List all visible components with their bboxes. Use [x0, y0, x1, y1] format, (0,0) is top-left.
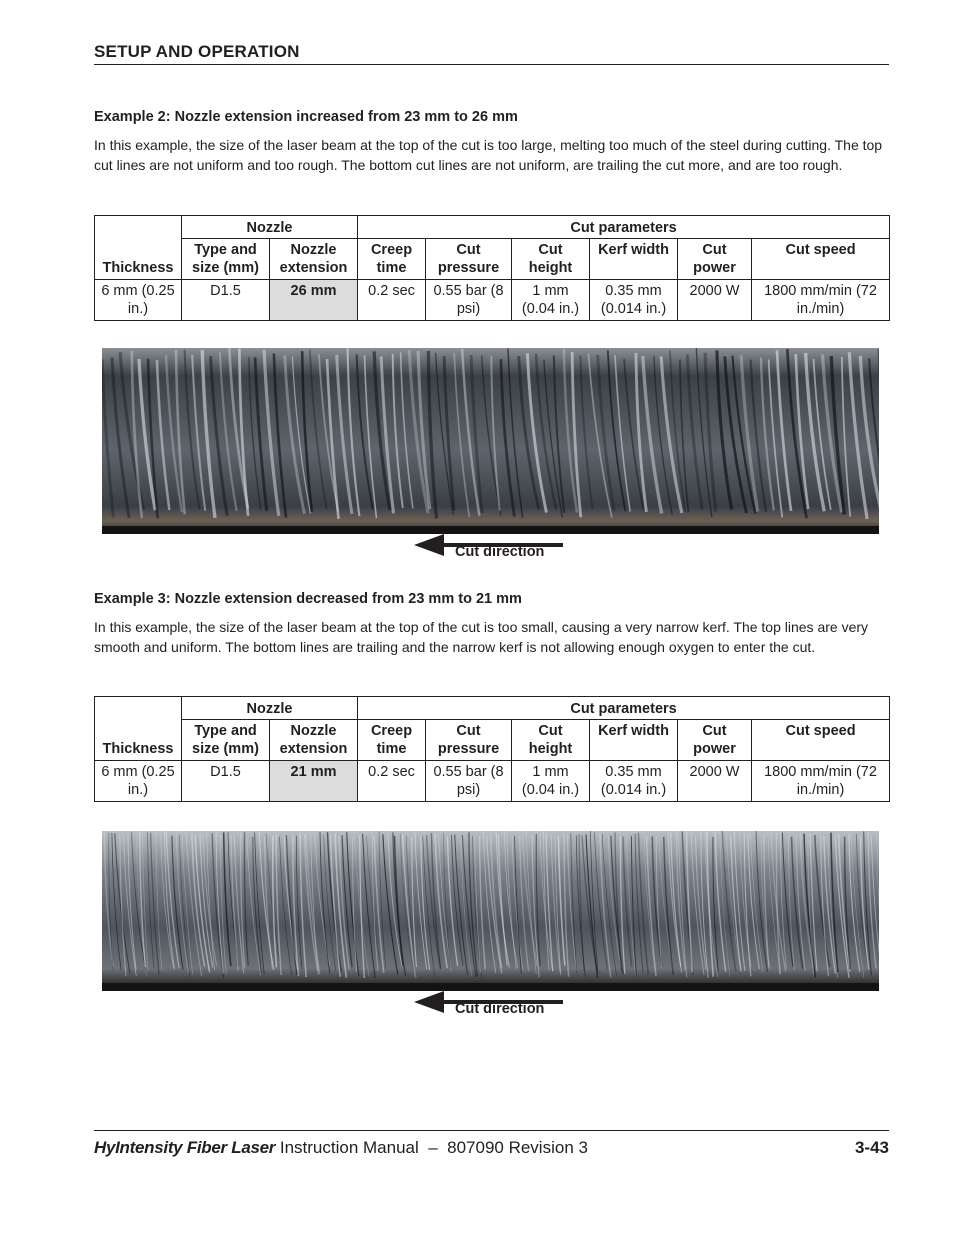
nozzle-extension-cell: 21 mm: [270, 761, 358, 802]
document-number: 807090 Revision 3: [447, 1138, 588, 1157]
cut-speed-header: Cut speed: [752, 720, 890, 761]
example-3-title: Example 3: Nozzle extension decreased from 23 mm to 21 mm: [94, 591, 522, 607]
manual-label: Instruction Manual: [279, 1138, 419, 1157]
cut-power-cell: 2000 W: [678, 280, 752, 321]
thickness-header: Thickness: [95, 216, 182, 280]
page-footer: [94, 1130, 889, 1158]
cut-pressure-cell: 0.55 bar (8 psi): [426, 761, 512, 802]
creep-time-header: Creep time: [358, 239, 426, 280]
cut-pressure-header: Cut pressure: [426, 239, 512, 280]
cut-parameters-group-header: Cut parameters: [358, 697, 890, 720]
footer-separator: –: [428, 1138, 438, 1157]
page-number: 3-43: [854, 1138, 889, 1157]
creep-time-cell: 0.2 sec: [358, 280, 426, 321]
cut-edge-photo-example-2: [102, 348, 879, 534]
section-header: SETUP AND OPERATION: [94, 42, 889, 65]
type-size-header: Type and size (mm): [182, 239, 270, 280]
cut-edge-photo-example-3: [102, 831, 879, 991]
creep-time-header: Creep time: [358, 720, 426, 761]
cut-direction-label: Cut direction: [455, 1001, 545, 1017]
kerf-width-header: Kerf width: [590, 239, 678, 280]
cut-speed-header: Cut speed: [752, 239, 890, 280]
cut-power-header: Cut power: [678, 720, 752, 761]
nozzle-extension-header: Nozzle extension: [270, 239, 358, 280]
cut-parameters-group-header: Cut parameters: [358, 216, 890, 239]
cut-speed-cell: 1800 mm/min (72 in./min): [752, 761, 890, 802]
cut-pressure-cell: 0.55 bar (8 psi): [426, 280, 512, 321]
nozzle-extension-cell: 26 mm: [270, 280, 358, 321]
product-name: HyIntensity Fiber Laser: [94, 1138, 276, 1157]
cut-direction-indicator: [414, 530, 564, 570]
table-row: [95, 280, 890, 321]
cut-height-cell: 1 mm (0.04 in.): [512, 761, 590, 802]
kerf-width-cell: 0.35 mm (0.014 in.): [590, 280, 678, 321]
example-2-description: In this example, the size of the laser beam at the top of the cut is too large, melting too much of the steel during cutting. The top cut lines are not uniform and too rough. The bottom cut lines are not uniform, are trailing the cut more, and are too rough.: [94, 137, 883, 173]
example-3-parameters-table: [94, 696, 890, 802]
example-3-description: In this example, the size of the laser beam at the top of the cut is too small, causing a very narrow kerf. The top lines are very smooth and uniform. The bottom lines are trailing and the narrow kerf is not allowing enough oxygen to enter the cut.: [94, 619, 869, 655]
type-size-cell: D1.5: [182, 280, 270, 321]
cut-height-cell: 1 mm (0.04 in.): [512, 280, 590, 321]
type-size-cell: D1.5: [182, 761, 270, 802]
cut-direction-indicator: [414, 987, 564, 1027]
cut-direction-label: Cut direction: [455, 544, 545, 560]
nozzle-group-header: Nozzle: [182, 697, 358, 720]
kerf-width-header: Kerf width: [590, 720, 678, 761]
cut-height-header: Cut height: [512, 239, 590, 280]
nozzle-extension-header: Nozzle extension: [270, 720, 358, 761]
thickness-cell: 6 mm (0.25 in.): [95, 280, 182, 321]
cut-power-cell: 2000 W: [678, 761, 752, 802]
table-row: [95, 761, 890, 802]
cut-power-header: Cut power: [678, 239, 752, 280]
creep-time-cell: 0.2 sec: [358, 761, 426, 802]
cut-height-header: Cut height: [512, 720, 590, 761]
nozzle-group-header: Nozzle: [182, 216, 358, 239]
type-size-header: Type and size (mm): [182, 720, 270, 761]
kerf-width-cell: 0.35 mm (0.014 in.): [590, 761, 678, 802]
example-2-parameters-table: [94, 215, 890, 321]
cut-speed-cell: 1800 mm/min (72 in./min): [752, 280, 890, 321]
cut-pressure-header: Cut pressure: [426, 720, 512, 761]
thickness-cell: 6 mm (0.25 in.): [95, 761, 182, 802]
thickness-header: Thickness: [95, 697, 182, 761]
footer-document-info: [94, 1138, 588, 1158]
example-2-title: Example 2: Nozzle extension increased from 23 mm to 26 mm: [94, 109, 518, 125]
